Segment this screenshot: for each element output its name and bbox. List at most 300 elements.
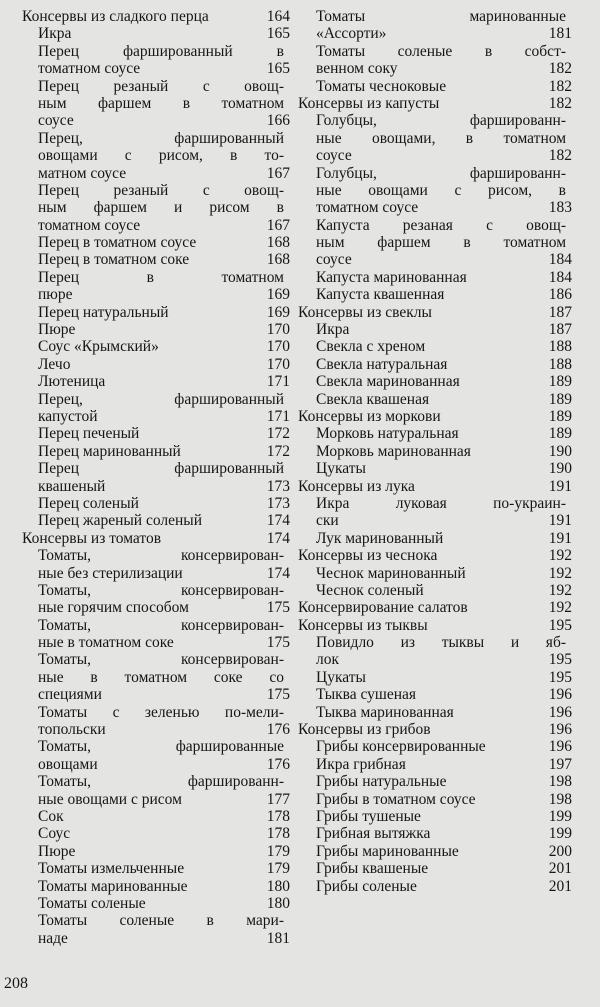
toc-section-entry (298, 617, 572, 634)
toc-page-number: 167 (266, 216, 290, 234)
toc-page-number: 195 (548, 668, 572, 686)
toc-entry-title: Голубцы, фаршированн- (316, 164, 566, 182)
toc-entry-line (298, 443, 572, 460)
toc-page-number: 174 (266, 564, 290, 582)
toc-entry (22, 495, 290, 512)
page-number: 208 (4, 975, 28, 992)
toc-entry-title: Грибы соленые (316, 877, 417, 895)
toc-entry-line (22, 43, 290, 60)
toc-entry-line (22, 338, 290, 355)
toc-entry-line (22, 25, 290, 42)
toc-entry-line (298, 878, 572, 895)
toc-entry-line (298, 460, 572, 477)
toc-entry-line (22, 843, 290, 860)
toc-entry-line (298, 565, 572, 582)
toc-entry-title: ные в томатном соке со (38, 668, 284, 686)
toc-entry-title: Лечо (38, 355, 71, 373)
toc-entry-line (22, 373, 290, 390)
toc-entry-line (298, 425, 572, 442)
toc-entry-title: Лук маринованный (316, 529, 444, 547)
toc-entry-line (298, 217, 572, 234)
toc-entry (298, 217, 572, 269)
toc-entry-title: Консервы из сладкого перца (22, 8, 209, 25)
toc-entry (22, 234, 290, 251)
toc-entry (298, 756, 572, 773)
toc-entry-line (298, 599, 572, 616)
toc-entry-line (22, 234, 290, 251)
toc-entry (22, 825, 290, 842)
toc-entry-line (22, 8, 290, 25)
toc-page-number: 195 (548, 616, 572, 634)
toc-entry-line (22, 425, 290, 442)
toc-entry (298, 773, 572, 790)
toc-entry-title: Тыква маринованная (316, 703, 454, 721)
toc-entry-title: Грибы маринованные (316, 842, 459, 860)
toc-entry-line (298, 495, 572, 512)
toc-entry-title: Томаты, консервирован- (38, 547, 284, 565)
toc-entry-line (298, 269, 572, 286)
toc-entry (298, 669, 572, 686)
toc-entry-line (298, 321, 572, 338)
toc-page-number: 170 (266, 355, 290, 373)
toc-entry-title: ным фаршем и рисом в (38, 199, 284, 217)
toc-entry-line (298, 808, 572, 825)
toc-section-entry (22, 8, 290, 25)
toc-entry-line (22, 582, 290, 599)
toc-page-number: 189 (548, 390, 572, 408)
toc-page-number: 178 (266, 825, 290, 843)
toc-entry-line (22, 565, 290, 582)
toc-entry-title: Томаты маринованные (316, 8, 566, 25)
toc-page-number: 181 (548, 25, 572, 43)
toc-entry-title: Свекла натуральная (316, 355, 448, 373)
toc-page-number: 197 (548, 755, 572, 773)
toc-page-number: 170 (266, 338, 290, 356)
toc-entry-line (22, 130, 290, 147)
toc-entry-line (298, 843, 572, 860)
toc-entry-title: Томаты маринованные (38, 877, 188, 895)
toc-entry-line (298, 199, 572, 216)
toc-entry-title: Консервы из капусты (298, 94, 440, 112)
toc-entry (298, 791, 572, 808)
toc-page-number: 187 (548, 321, 572, 339)
toc-entry-title: Консервы из свеклы (298, 303, 432, 321)
toc-entry-title: Грибы консервированные (316, 738, 486, 756)
toc-page-number: 191 (548, 512, 572, 530)
toc-entry (22, 704, 290, 739)
toc-section-entry (298, 721, 572, 738)
toc-entry-title: ски (316, 512, 339, 530)
toc-entry (298, 808, 572, 825)
toc-entry-line (22, 269, 290, 286)
toc-page-number: 200 (548, 842, 572, 860)
toc-entry-line (22, 147, 290, 164)
toc-entry-line (22, 773, 290, 790)
toc-entry-title: Сок (38, 807, 64, 825)
toc-entry-title: Перец резаный с овощ- (38, 181, 284, 199)
toc-entry (298, 425, 572, 442)
toc-entry-title: томатном соусе (38, 216, 141, 234)
toc-entry (22, 651, 290, 703)
toc-page-number: 178 (266, 807, 290, 825)
toc-entry (22, 617, 290, 652)
toc-entry-title: Томаты чесноковые (316, 77, 447, 95)
toc-entry-line (22, 547, 290, 564)
toc-entry-title: Соус (38, 825, 71, 843)
toc-entry (22, 269, 290, 304)
toc-entry-title: ные овощами с рисом (38, 790, 182, 808)
toc-right-column (298, 8, 572, 895)
toc-page-number: 167 (266, 164, 290, 182)
toc-page-number: 164 (266, 8, 290, 25)
toc-entry-line (22, 825, 290, 842)
toc-entry-title: Перец жареный соленый (38, 512, 203, 530)
toc-entry-title: Цукаты (316, 668, 366, 686)
toc-section-entry (298, 95, 572, 112)
toc-page-number: 174 (266, 512, 290, 530)
toc-entry-line (22, 304, 290, 321)
toc-entry-title: Томаты, консервирован- (38, 651, 284, 669)
toc-entry-line (298, 130, 572, 147)
toc-entry (22, 338, 290, 355)
toc-entry-line (22, 408, 290, 425)
toc-entry (298, 530, 572, 547)
toc-page-number: 180 (266, 877, 290, 895)
toc-entry (22, 443, 290, 460)
toc-entry (298, 825, 572, 842)
toc-entry-title: Перец в томатном соусе (38, 234, 197, 252)
toc-page-number: 198 (548, 790, 572, 808)
toc-entry (298, 373, 572, 390)
toc-entry-line (298, 95, 572, 112)
toc-entry-line (22, 895, 290, 912)
toc-entry-title: Томаты соленые в собст- (316, 42, 566, 60)
toc-entry-title: Перец маринованный (38, 442, 181, 460)
toc-entry-title: Морковь маринованная (316, 442, 471, 460)
toc-entry (22, 738, 290, 773)
toc-entry-line (22, 791, 290, 808)
toc-entry-line (22, 704, 290, 721)
toc-entry (298, 321, 572, 338)
toc-entry-title: Повидло из тыквы и яб- (316, 634, 566, 652)
toc-entry-line (22, 95, 290, 112)
toc-entry-line (298, 478, 572, 495)
toc-entry-line (298, 373, 572, 390)
toc-entry-line (298, 756, 572, 773)
toc-entry-line (22, 460, 290, 477)
toc-page-number: 182 (548, 94, 572, 112)
toc-entry-line (298, 60, 572, 77)
toc-entry-line (298, 182, 572, 199)
toc-entry-line (298, 25, 572, 42)
toc-entry-line (298, 634, 572, 651)
toc-entry (22, 547, 290, 582)
toc-entry-line (298, 704, 572, 721)
toc-page-number: 171 (266, 373, 290, 391)
toc-page-number: 180 (266, 894, 290, 912)
toc-entry-title: топольски (38, 721, 106, 739)
toc-entry (298, 738, 572, 755)
toc-entry-line (298, 530, 572, 547)
toc-page-number: 175 (266, 634, 290, 652)
toc-entry-title: Томаты, консервирован- (38, 616, 284, 634)
toc-entry-title: Морковь натуральная (316, 425, 459, 443)
toc-entry-title: Перец натуральный (38, 303, 169, 321)
toc-page-number: 169 (266, 303, 290, 321)
toc-entry (298, 634, 572, 669)
toc-entry-line (298, 251, 572, 268)
toc-page-number: 192 (548, 599, 572, 617)
toc-entry-line (298, 512, 572, 529)
toc-entry-title: Томаты соленые в мари- (38, 912, 284, 930)
toc-entry-line (22, 321, 290, 338)
toc-page-number: 175 (266, 686, 290, 704)
toc-entry-line (22, 930, 290, 947)
toc-entry-line (298, 112, 572, 129)
toc-page-number: 171 (266, 407, 290, 425)
toc-entry-title: Консервирование салатов (298, 599, 468, 617)
toc-entry-line (22, 217, 290, 234)
toc-entry-title: Грибная вытяжка (316, 825, 431, 843)
toc-page-number: 189 (548, 373, 572, 391)
toc-entry-title: Пюре (38, 321, 76, 339)
toc-entry-title: ные овощами с рисом, в (316, 181, 566, 199)
toc-page-number: 196 (548, 686, 572, 704)
toc-entry-title: Перец в томатном соке (38, 251, 190, 269)
toc-entry-line (298, 8, 572, 25)
toc-entry-line (22, 478, 290, 495)
toc-entry (22, 425, 290, 442)
toc-entry-title: Свекла квашеная (316, 390, 430, 408)
toc-entry (22, 25, 290, 42)
toc-entry-title: Соус «Крымский» (38, 338, 159, 356)
toc-entry-line (298, 721, 572, 738)
toc-entry (298, 495, 572, 530)
toc-section-entry (298, 599, 572, 616)
toc-page-number: 188 (548, 338, 572, 356)
toc-entry-title: Перец в томатном (38, 268, 284, 286)
toc-entry (22, 843, 290, 860)
toc-entry-title: Голубцы, фаршированн- (316, 112, 566, 130)
toc-entry-title: капустой (38, 407, 98, 425)
toc-entry-line (22, 286, 290, 303)
toc-page-number: 192 (548, 564, 572, 582)
toc-entry-title: овощами с рисом, в то- (38, 147, 284, 165)
toc-entry-title: Капуста маринованная (316, 268, 467, 286)
toc-entry-line (22, 391, 290, 408)
toc-entry (22, 78, 290, 130)
toc-entry-line (22, 182, 290, 199)
toc-entry-line (298, 773, 572, 790)
toc-entry-line (298, 356, 572, 373)
toc-entry-line (22, 78, 290, 95)
toc-entry-line (298, 825, 572, 842)
toc-entry (22, 182, 290, 234)
toc-entry-title: Консервы из тыквы (298, 616, 428, 634)
toc-entry-title: пюре (38, 286, 73, 304)
toc-entry (298, 356, 572, 373)
toc-entry (22, 582, 290, 617)
toc-section-entry (298, 478, 572, 495)
toc-entry-line (22, 356, 290, 373)
toc-entry-title: Капуста резаная с овощ- (316, 216, 566, 234)
toc-entry-line (22, 634, 290, 651)
toc-entry-title: матном соусе (38, 164, 127, 182)
toc-page-number: 179 (266, 842, 290, 860)
toc-page-number: 184 (548, 268, 572, 286)
toc-page-number: 196 (548, 738, 572, 756)
toc-page-number: 195 (548, 651, 572, 669)
toc-page-number: 191 (548, 529, 572, 547)
toc-entry (298, 582, 572, 599)
toc-entry (298, 269, 572, 286)
toc-entry-line (22, 860, 290, 877)
toc-page-number: 172 (266, 442, 290, 460)
toc-entry-line (298, 738, 572, 755)
toc-entry-line (22, 912, 290, 929)
toc-page-number: 173 (266, 477, 290, 495)
toc-entry-title: Грибы натуральные (316, 773, 447, 791)
toc-page-number: 170 (266, 321, 290, 339)
toc-page-number: 192 (548, 547, 572, 565)
toc-entry (298, 338, 572, 355)
toc-entry-line (298, 669, 572, 686)
toc-entry-line (22, 669, 290, 686)
toc-entry-title: лок (316, 651, 340, 669)
toc-entry (22, 860, 290, 877)
toc-entry-line (298, 78, 572, 95)
toc-page-number: 190 (548, 442, 572, 460)
toc-entry-title: наде (38, 929, 68, 947)
toc-entry-title: Консервы из томатов (22, 529, 162, 547)
toc-entry-line (298, 286, 572, 303)
toc-entry (298, 843, 572, 860)
toc-page-number: 168 (266, 251, 290, 269)
toc-entry-title: Перец, фаршированный (38, 390, 284, 408)
toc-entry-title: Томаты, консервирован- (38, 581, 284, 599)
toc-entry (298, 686, 572, 703)
toc-page-number: 184 (548, 251, 572, 269)
toc-page-number: 169 (266, 286, 290, 304)
toc-entry (22, 130, 290, 182)
toc-entry-line (22, 808, 290, 825)
toc-section-entry (298, 408, 572, 425)
toc-page-number: 172 (266, 425, 290, 443)
toc-entry-title: Икра луковая по-украин- (316, 494, 566, 512)
toc-entry-line (298, 338, 572, 355)
toc-entry (22, 808, 290, 825)
toc-entry-title: Перец соленый (38, 494, 139, 512)
toc-entry-line (22, 721, 290, 738)
toc-entry-title: Перец, фаршированный (38, 129, 284, 147)
toc-section-entry (298, 304, 572, 321)
toc-entry-title: Икра (38, 25, 72, 43)
toc-entry-title: Свекла маринованная (316, 373, 460, 391)
toc-entry (298, 860, 572, 877)
toc-entry-title: ные овощами, в томатном (316, 129, 566, 147)
toc-entry-line (298, 651, 572, 668)
toc-entry-title: ные без стерилизации (38, 564, 183, 582)
toc-entry-line (22, 60, 290, 77)
toc-entry (22, 43, 290, 78)
toc-entry-title: Грибы в томатном соусе (316, 790, 476, 808)
toc-page-number: 168 (266, 234, 290, 252)
toc-entry-line (22, 756, 290, 773)
toc-page-number: 196 (548, 721, 572, 739)
toc-entry-line (22, 112, 290, 129)
toc-entry-title: «Ассорти» (316, 25, 387, 43)
toc-entry-title: томатном соусе (38, 60, 141, 78)
toc-entry-line (298, 234, 572, 251)
toc-entry-title: Лютеница (38, 373, 106, 391)
toc-entry-title: Пюре (38, 842, 76, 860)
toc-entry-line (298, 43, 572, 60)
toc-entry-title: Свекла с хреном (316, 338, 426, 356)
toc-page-number: 177 (266, 790, 290, 808)
toc-entry-title: ные в томатном соке (38, 634, 174, 652)
toc-page-number: 183 (548, 199, 572, 217)
toc-entry-line (22, 251, 290, 268)
toc-page-number: 174 (266, 529, 290, 547)
toc-page-number: 189 (548, 425, 572, 443)
toc-entry-line (298, 686, 572, 703)
toc-entry-line (22, 512, 290, 529)
toc-page-number: 187 (548, 303, 572, 321)
toc-entry-line (298, 165, 572, 182)
toc-page-number: 165 (266, 60, 290, 78)
toc-entry-line (298, 304, 572, 321)
toc-entry (298, 460, 572, 477)
toc-entry-line (298, 617, 572, 634)
toc-page-number: 186 (548, 286, 572, 304)
toc-entry-line (22, 878, 290, 895)
toc-page-number: 182 (548, 77, 572, 95)
toc-page-number: 199 (548, 825, 572, 843)
toc-entry-title: ным фаршем в томатном (316, 234, 566, 252)
toc-entry (22, 460, 290, 495)
toc-entry-title: томатном соусе (316, 199, 419, 217)
toc-entry-title: Томаты соленые (38, 894, 146, 912)
toc-entry-line (298, 408, 572, 425)
toc-entry (22, 321, 290, 338)
toc-entry-line (298, 582, 572, 599)
toc-page-number: 176 (266, 721, 290, 739)
toc-entry-line (22, 165, 290, 182)
toc-entry (298, 704, 572, 721)
toc-entry-title: Перец фаршированный в (38, 42, 284, 60)
toc-entry-line (298, 547, 572, 564)
toc-entry-title: Перец резаный с овощ- (38, 77, 284, 95)
toc-entry (298, 878, 572, 895)
toc-page-number: 190 (548, 460, 572, 478)
toc-entry-title: Чеснок соленый (316, 581, 424, 599)
toc-entry (22, 304, 290, 321)
toc-entry-title: Грибы тушеные (316, 807, 421, 825)
toc-page-number: 173 (266, 494, 290, 512)
toc-page-number: 176 (266, 755, 290, 773)
toc-entry (22, 356, 290, 373)
toc-page-number: 191 (548, 477, 572, 495)
toc-entry-title: квашеный (38, 477, 106, 495)
toc-entry-title: Томаты, фаршированн- (38, 773, 284, 791)
toc-entry-title: Консервы из моркови (298, 407, 441, 425)
toc-entry-title: соусе (316, 251, 352, 269)
toc-entry-title: Цукаты (316, 460, 366, 478)
toc-entry-title: Томаты с зеленью по-мели- (38, 703, 284, 721)
toc-entry-line (298, 860, 572, 877)
toc-entry-title: Консервы из лука (298, 477, 415, 495)
toc-entry-title: Капуста квашенная (316, 286, 445, 304)
